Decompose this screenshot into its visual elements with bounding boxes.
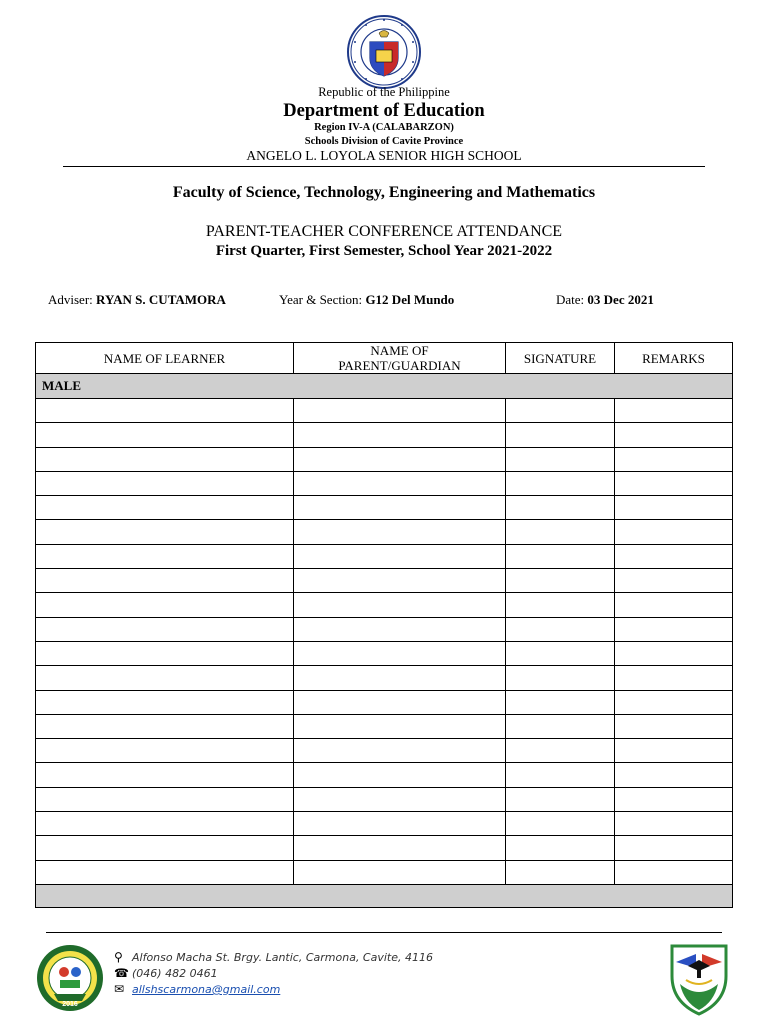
footer-email[interactable]	[114, 982, 280, 996]
parent-cell[interactable]	[294, 447, 506, 471]
remarks-cell[interactable]	[615, 423, 733, 447]
header-signature: SIGNATURE	[506, 343, 615, 374]
table-row	[36, 739, 733, 763]
table-row	[36, 471, 733, 495]
table-row	[36, 544, 733, 568]
division-line: Schools Division of Cavite Province	[304, 136, 464, 147]
phone-icon: ☎	[114, 966, 129, 980]
signature-cell[interactable]	[506, 423, 615, 447]
learner-cell[interactable]	[36, 787, 294, 811]
signature-cell[interactable]	[506, 787, 615, 811]
remarks-cell[interactable]	[615, 763, 733, 787]
learner-cell[interactable]	[36, 739, 294, 763]
section-value: G12 Del Mundo	[365, 292, 455, 307]
address-text: Alfonso Macha St. Brgy. Lantic, Carmona, Cavite, 4116	[132, 951, 433, 964]
learner-cell[interactable]	[36, 544, 294, 568]
learner-cell[interactable]	[36, 520, 294, 544]
section-field	[279, 292, 454, 308]
signature-cell[interactable]	[506, 714, 615, 738]
footer-divider	[46, 932, 722, 933]
learner-cell[interactable]	[36, 496, 294, 520]
learner-cell[interactable]	[36, 641, 294, 665]
table-row	[36, 569, 733, 593]
table-row	[36, 787, 733, 811]
parent-cell[interactable]	[294, 812, 506, 836]
date-value: 03 Dec 2021	[587, 292, 654, 307]
table-row	[36, 690, 733, 714]
remarks-cell[interactable]	[615, 471, 733, 495]
parent-cell[interactable]	[294, 593, 506, 617]
remarks-cell[interactable]	[615, 569, 733, 593]
learner-cell[interactable]	[36, 690, 294, 714]
learner-cell[interactable]	[36, 423, 294, 447]
parent-cell[interactable]	[294, 763, 506, 787]
signature-cell[interactable]	[506, 569, 615, 593]
learner-cell[interactable]	[36, 860, 294, 884]
footer-address	[114, 950, 433, 964]
table-row	[36, 496, 733, 520]
header-parent-line2: PARENT/GUARDIAN	[338, 358, 461, 373]
header-remarks: REMARKS	[615, 343, 733, 374]
table-row	[36, 860, 733, 884]
learner-cell[interactable]	[36, 471, 294, 495]
date-label: Date:	[556, 292, 585, 307]
signature-cell[interactable]	[506, 447, 615, 471]
adviser-label: Adviser:	[48, 292, 93, 307]
signature-cell[interactable]	[506, 763, 615, 787]
adviser-field	[48, 292, 226, 308]
republic-line: Republic of the Philippine	[318, 85, 450, 99]
learner-cell[interactable]	[36, 714, 294, 738]
learner-cell[interactable]	[36, 812, 294, 836]
remarks-cell[interactable]	[615, 520, 733, 544]
signature-cell[interactable]	[506, 690, 615, 714]
parent-cell[interactable]	[294, 423, 506, 447]
remarks-cell[interactable]	[615, 544, 733, 568]
signature-cell[interactable]	[506, 641, 615, 665]
attendance-table	[35, 342, 733, 908]
remarks-cell[interactable]	[615, 690, 733, 714]
remarks-cell[interactable]	[615, 641, 733, 665]
table-row	[36, 617, 733, 641]
signature-cell[interactable]	[506, 812, 615, 836]
email-icon: ✉	[114, 982, 125, 996]
remarks-cell[interactable]	[615, 447, 733, 471]
parent-cell[interactable]	[294, 399, 506, 423]
remarks-cell[interactable]	[615, 714, 733, 738]
remarks-cell[interactable]	[615, 787, 733, 811]
signature-cell[interactable]	[506, 836, 615, 860]
parent-cell[interactable]	[294, 496, 506, 520]
parent-cell[interactable]	[294, 520, 506, 544]
school-name: ANGELO L. LOYOLA SENIOR HIGH SCHOOL	[246, 148, 522, 163]
table-row	[36, 593, 733, 617]
learner-cell[interactable]	[36, 763, 294, 787]
parent-cell[interactable]	[294, 471, 506, 495]
learner-cell[interactable]	[36, 836, 294, 860]
table-footer-row	[36, 884, 733, 907]
table-row	[36, 812, 733, 836]
signature-cell[interactable]	[506, 666, 615, 690]
department-title: Department of Education	[283, 101, 485, 121]
section-label: Year & Section:	[279, 292, 363, 307]
header-parent-line1: NAME OF	[370, 343, 429, 358]
signature-cell[interactable]	[506, 739, 615, 763]
location-icon: ⚲	[114, 950, 123, 964]
faculty-title: Faculty of Science, Technology, Engineering and Mathematics	[172, 184, 596, 201]
table-row	[36, 714, 733, 738]
parent-cell[interactable]	[294, 787, 506, 811]
parent-cell[interactable]	[294, 641, 506, 665]
signature-cell[interactable]	[506, 520, 615, 544]
table-row	[36, 836, 733, 860]
signature-cell[interactable]	[506, 544, 615, 568]
learner-cell[interactable]	[36, 399, 294, 423]
school-logo-icon	[36, 944, 104, 1012]
table-row	[36, 520, 733, 544]
adviser-value: RYAN S. CUTAMORA	[96, 292, 226, 307]
deped-seal-icon	[346, 14, 422, 90]
table-row	[36, 666, 733, 690]
signature-cell[interactable]	[506, 471, 615, 495]
signature-cell[interactable]	[506, 593, 615, 617]
remarks-cell[interactable]	[615, 617, 733, 641]
table-footer-cell	[36, 884, 733, 907]
learner-cell[interactable]	[36, 593, 294, 617]
phone-text: (046) 482 0461	[132, 967, 218, 980]
table-row	[36, 399, 733, 423]
email-link[interactable]: allshscarmona@gmail.com	[132, 983, 281, 996]
learner-cell[interactable]	[36, 666, 294, 690]
remarks-cell[interactable]	[615, 666, 733, 690]
header-learner: NAME OF LEARNER	[36, 343, 294, 374]
parent-cell[interactable]	[294, 860, 506, 884]
remarks-cell[interactable]	[615, 496, 733, 520]
table-row	[36, 447, 733, 471]
signature-cell[interactable]	[506, 399, 615, 423]
remarks-cell[interactable]	[615, 812, 733, 836]
parent-cell[interactable]	[294, 714, 506, 738]
learner-cell[interactable]	[36, 569, 294, 593]
parent-cell[interactable]	[294, 544, 506, 568]
shs-shield-logo-icon	[666, 940, 732, 1016]
parent-cell[interactable]	[294, 836, 506, 860]
header-divider	[63, 166, 705, 167]
parent-cell[interactable]	[294, 690, 506, 714]
form-title: PARENT-TEACHER CONFERENCE ATTENDANCE	[205, 223, 563, 240]
table-row	[36, 763, 733, 787]
remarks-cell[interactable]	[615, 593, 733, 617]
table-row	[36, 423, 733, 447]
form-period: First Quarter, First Semester, School Year 2021-2022	[215, 243, 553, 259]
group-label: MALE	[36, 374, 733, 399]
learner-cell[interactable]	[36, 447, 294, 471]
remarks-cell[interactable]	[615, 739, 733, 763]
header-parent	[294, 343, 506, 374]
table-header-row	[36, 343, 733, 374]
parent-cell[interactable]	[294, 617, 506, 641]
group-row-male	[36, 374, 733, 399]
remarks-cell[interactable]	[615, 836, 733, 860]
signature-cell[interactable]	[506, 496, 615, 520]
region-line: Region IV-A (CALABARZON)	[314, 122, 454, 133]
remarks-cell[interactable]	[615, 399, 733, 423]
parent-cell[interactable]	[294, 569, 506, 593]
footer-phone	[114, 966, 218, 980]
remarks-cell[interactable]	[615, 860, 733, 884]
parent-cell[interactable]	[294, 666, 506, 690]
date-field	[556, 292, 654, 308]
parent-cell[interactable]	[294, 739, 506, 763]
signature-cell[interactable]	[506, 617, 615, 641]
signature-cell[interactable]	[506, 860, 615, 884]
logo-year: 2016	[62, 1001, 78, 1008]
learner-cell[interactable]	[36, 617, 294, 641]
table-row	[36, 641, 733, 665]
